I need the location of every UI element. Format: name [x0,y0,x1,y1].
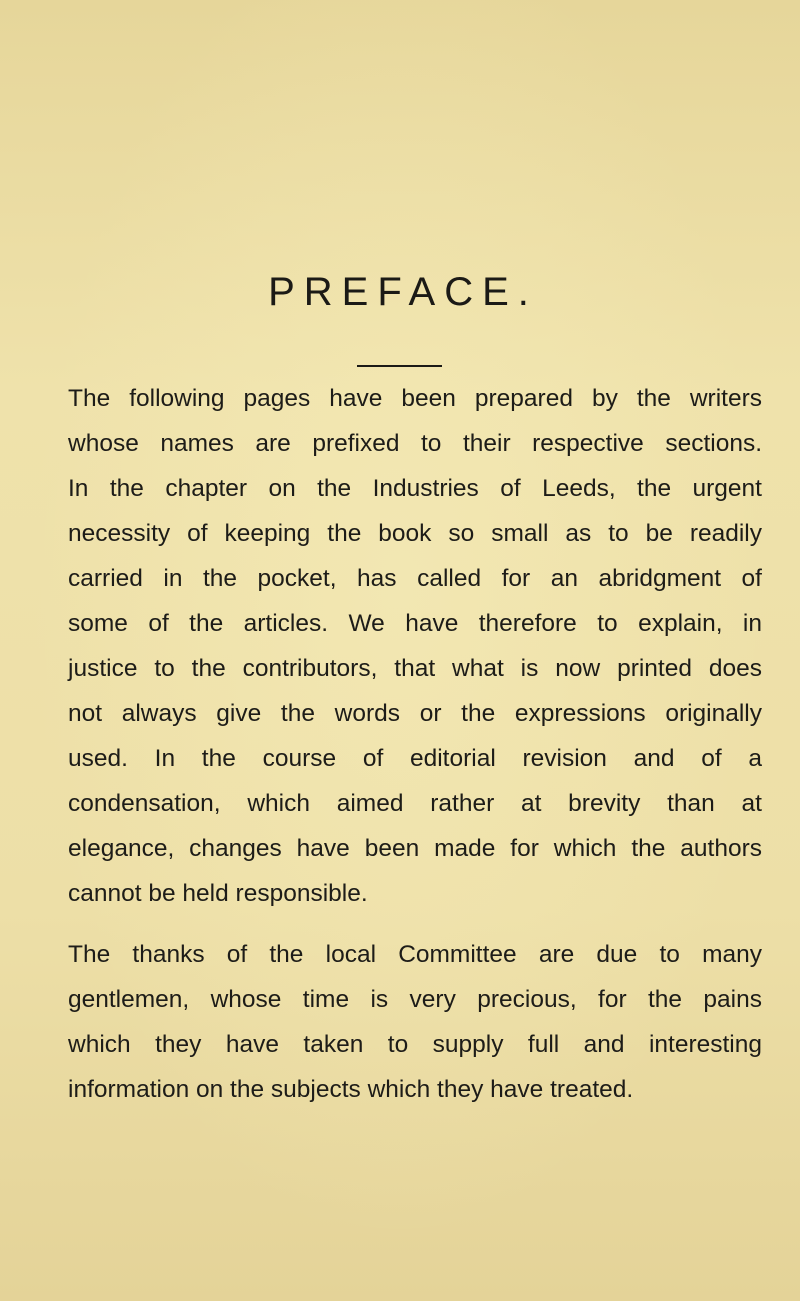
heading-rule [357,365,442,367]
text-line: some of the articles. We have therefore to explain, in [68,610,762,637]
text-line: condensation, which aimed rather at brevity than at [68,790,762,817]
text-line: carried in the pocket, has called for an abridgment of [68,565,762,592]
text-line: information on the subjects which they have treated. [68,1076,634,1103]
text-line: gentlemen, whose time is very precious, for the pains [68,986,762,1013]
text-line: necessity of keeping the book so small as to be readily [68,520,762,547]
text-line: cannot be held responsible. [68,880,368,907]
paragraph-1 [68,376,762,916]
text-line: The thanks of the local Committee are due to many [68,941,762,968]
paragraph-gap [68,916,762,932]
text-line: whose names are prefixed to their respective sections. [68,430,762,457]
text-line: justice to the contributors, that what is now printed does [68,655,762,682]
page-heading: PREFACE. [268,270,538,314]
text-line: used. In the course of editorial revision and of a [68,745,762,772]
text-line: which they have taken to supply full and interesting [68,1031,762,1058]
preface-body [68,376,762,1112]
text-line: not always give the words or the expressions originally [68,700,762,727]
text-line: In the chapter on the Industries of Leeds, the urgent [68,475,762,502]
text-line: The following pages have been prepared by the writers [68,385,762,412]
paragraph-2 [68,932,762,1112]
text-line: elegance, changes have been made for which the authors [68,835,762,862]
